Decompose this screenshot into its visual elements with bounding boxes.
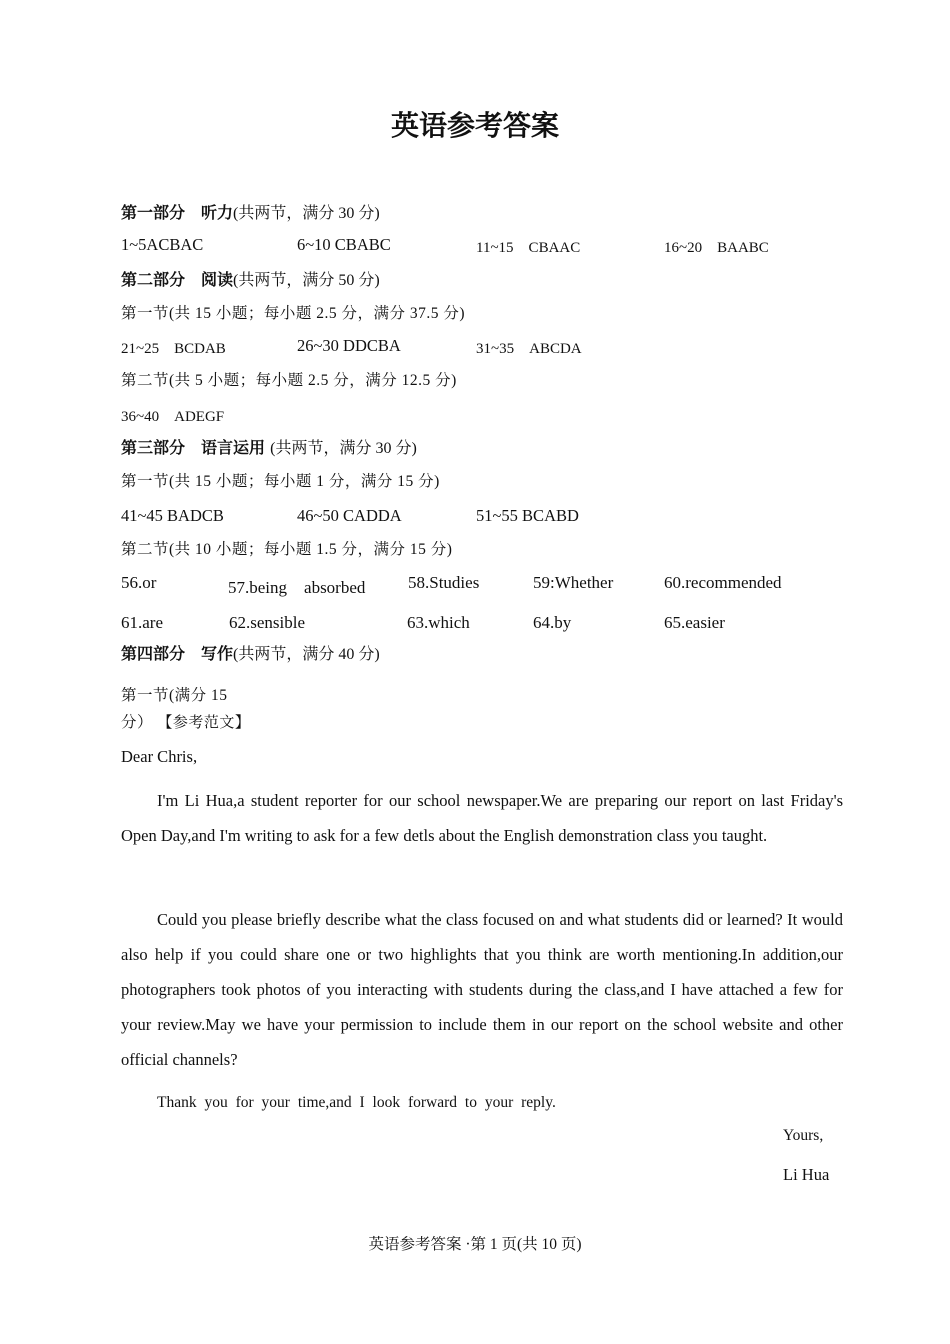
part2-s2-answer-1: 36~40 ADEGF — [121, 409, 225, 425]
part1-answer-4: 16~20 BAABC — [664, 240, 769, 256]
part3-s1-answer-1: 41~45 BADCB — [121, 506, 224, 525]
part1-answer-2: 6~10 CBABC — [297, 235, 391, 254]
part3-note: (共两节，满分 30 分) — [270, 440, 417, 457]
fill-answer-65: 65.easier — [664, 613, 725, 632]
fill-answer-57: 57.being absorbed — [228, 578, 366, 597]
fill-answer-63: 63.which — [407, 613, 470, 632]
part3-heading: 第三部分 语言运用 — [121, 438, 266, 457]
part3-heading-line — [121, 435, 417, 458]
letter-paragraph-3: Thank you for your time,and I look forward to your reply. — [157, 1094, 556, 1111]
part2-s1-answer-2: 26~30 DDCBA — [297, 336, 401, 355]
fill-answer-64: 64.by — [533, 613, 572, 632]
part2-note: (共两节，满分 50 分) — [233, 272, 380, 289]
part1-heading-line — [121, 200, 380, 223]
fill-answer-59: 59:Whether — [533, 573, 614, 592]
part4-heading: 第四部分 写作 — [121, 644, 234, 663]
letter-paragraph-1: I'm Li Hua,a student reporter for our school newspaper.We are preparing our report on last Friday's Open Day,and I'm writing to ask for a few detls about the English demonstration class you taught. — [121, 791, 843, 845]
part3-s1-answer-2: 46~50 CADDA — [297, 506, 402, 525]
fill-answer-58: 58.Studies — [408, 573, 480, 592]
part1-note: (共两节，满分 30 分) — [233, 205, 380, 222]
page-footer: 英语参考答案 ·第 1 页(共 10 页) — [368, 1236, 582, 1253]
part4-section1-label-cont — [121, 710, 250, 732]
part2-section1-label: 第一节(共 15 小题；每小题 2.5 分，满分 37.5 分) — [121, 305, 466, 322]
letter-closing: Yours, — [783, 1127, 824, 1144]
part1-heading: 第一部分 听力 — [121, 203, 234, 222]
part2-heading: 第二部分 阅读 — [121, 270, 234, 289]
fill-answer-62: 62.sensible — [229, 613, 306, 632]
part2-section2-label: 第二节(共 5 小题；每小题 2.5 分，满分 12.5 分) — [121, 372, 457, 389]
part2-s1-answer-1: 21~25 BCDAB — [121, 341, 226, 357]
part1-answer-3: 11~15 CBAAC — [476, 240, 581, 256]
letter-paragraph-2: Could you please briefly describe what the class focused on and what students did or learned? It would also help if you could share one or two highlights that you think are worth mentioning.In addition,our photographers took photos of you interacting with students during the class,and I have attached a few for your review.May we have your permission to include them in our report on the school website and other official channels? — [121, 910, 843, 1069]
part3-s1-answer-3: 51~55 BCABD — [476, 506, 579, 525]
part1-answer-1: 1~5ACBAC — [121, 235, 204, 254]
part2-heading-line — [121, 267, 380, 290]
part2-s1-answer-3: 31~35 ABCDA — [476, 341, 582, 357]
fill-answer-56: 56.or — [121, 573, 157, 592]
part3-section1-label: 第一节(共 15 小题；每小题 1 分，满分 15 分) — [121, 473, 440, 490]
letter-signature: Li Hua — [783, 1165, 830, 1184]
fill-answer-60: 60.recommended — [664, 573, 782, 592]
sample-essay-tag: 【参考范文】 — [157, 713, 251, 731]
part4-note: (共两节，满分 40 分) — [233, 646, 380, 663]
part4-section1-label: 第一节(满分 15 — [121, 687, 228, 704]
part4-section1-label-line2: 分） — [121, 714, 154, 731]
fill-answer-61: 61.are — [121, 613, 164, 632]
page-title: 英语参考答案 — [390, 109, 559, 142]
part4-heading-line — [121, 641, 380, 664]
letter-salutation: Dear Chris, — [121, 747, 198, 766]
part3-section2-label: 第二节(共 10 小题；每小题 1.5 分，满分 15 分) — [121, 541, 453, 558]
